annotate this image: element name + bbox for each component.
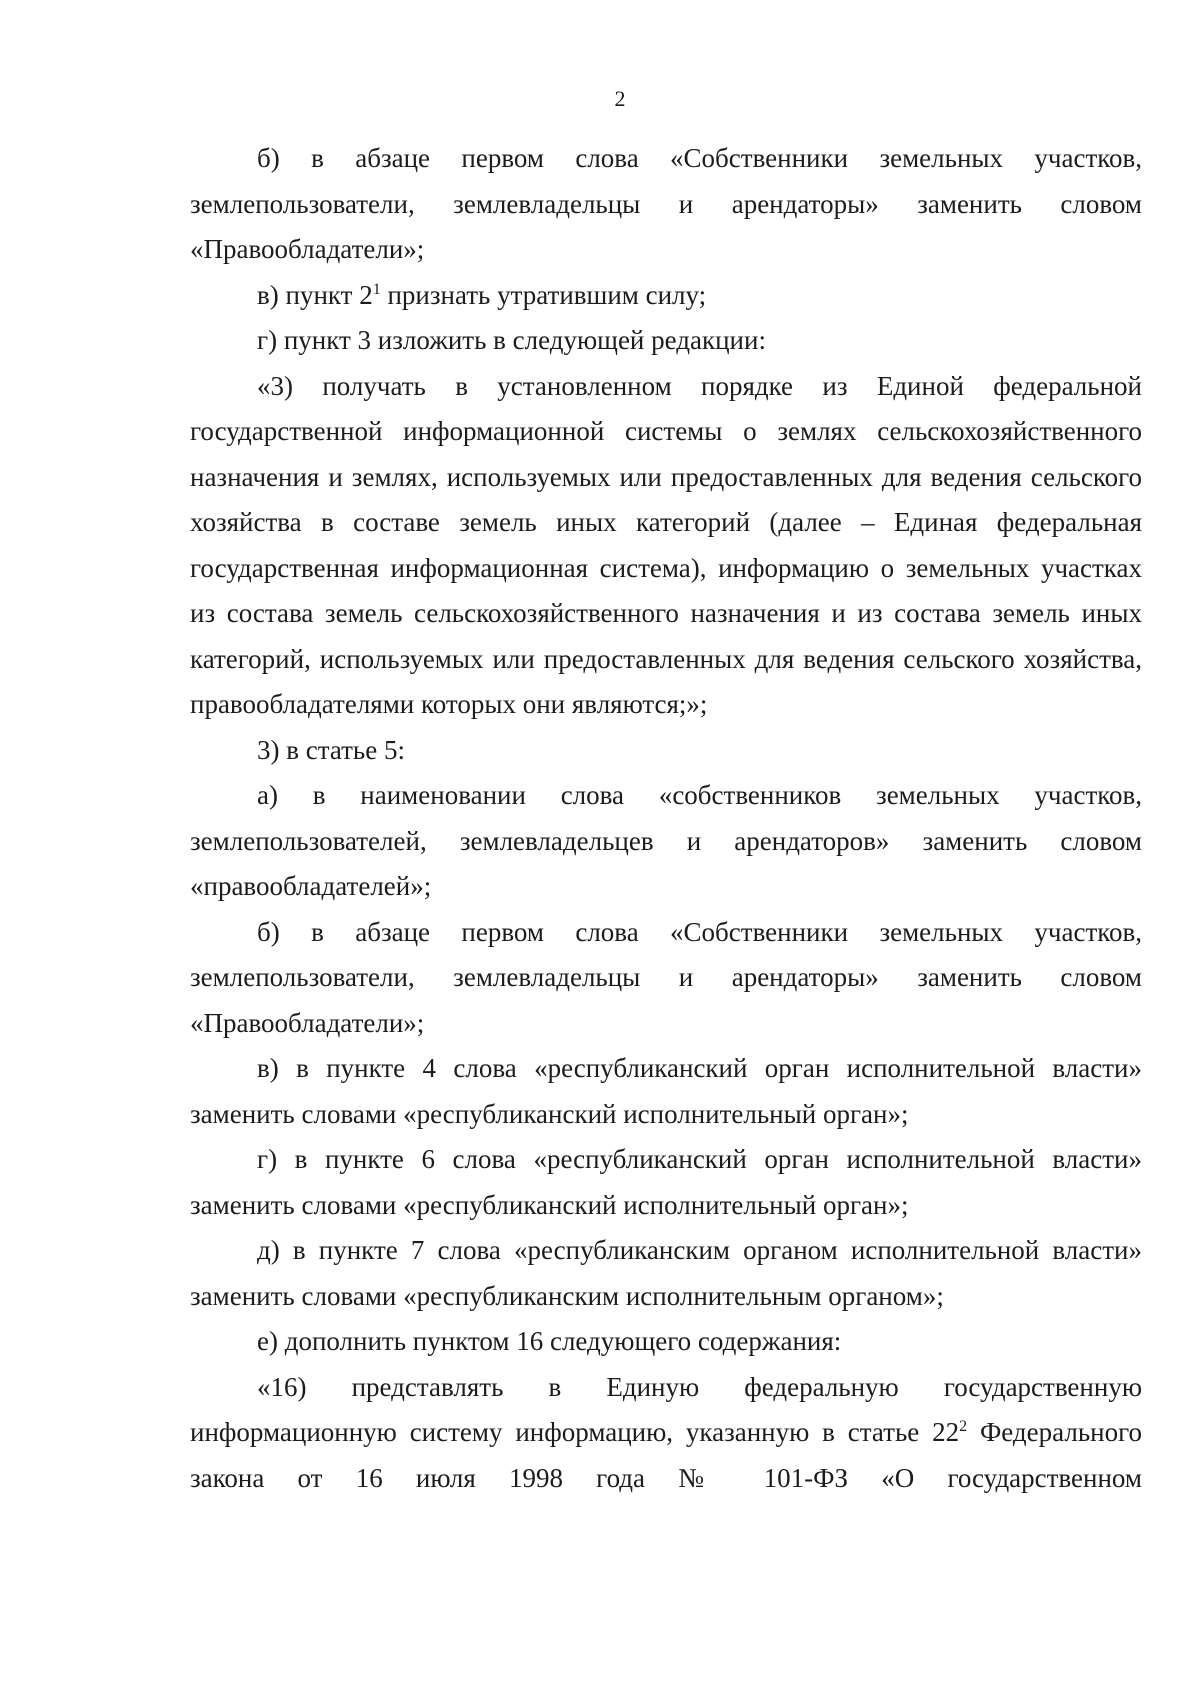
paragraph-quote-3 [190,364,1142,728]
paragraph-v-punkt-2-1 [190,273,1142,319]
paragraph-article-5 [190,728,1142,774]
paragraph-text: е) дополнить пунктом 16 следующего содержания: [257,1326,842,1356]
paragraph-text: б) в абзаце первом слова «Собственники земельных участков, землепользователи, землевладельцы и арендаторы» заменить словом «Правообладатели»; [190,916,1142,1038]
paragraph-text: 3) в статье 5: [257,734,405,765]
paragraph-text: д) в пункте 7 слова «республиканским органом исполнительной власти» заменить словами «республиканским исполнительным органом»; [190,1235,1142,1311]
paragraph-b-first-abzac-2 [190,910,1142,1047]
paragraph-text: в) в пункте 4 слова «республиканский орган исполнительной власти» заменить словами «республиканский исполнительный орган»; [190,1053,1142,1129]
paragraph-g-punkt-3 [190,318,1142,364]
paragraph-d-punkt-7 [190,1228,1142,1319]
paragraph-text: б) в абзаце первом слова «Собственники земельных участков, землепользователи, землевладельцы и арендаторы» заменить словом «Правообладатели»; [190,143,1142,264]
superscript: 1 [372,280,381,298]
paragraph-b-first-abzac [190,136,1142,273]
superscript: 2 [959,1418,968,1435]
document-body [190,136,1142,1501]
paragraph-text: г) пункт 3 изложить в следующей редакции: [257,325,766,355]
paragraph-text-tail: Федерального закона от 16 июля 1998 года № 101-ФЗ «О государственном [190,1417,1143,1493]
paragraph-v-punkt-4 [190,1046,1142,1137]
paragraph-quote-16 [190,1365,1142,1502]
paragraph-g-punkt-6 [190,1137,1142,1228]
page-number: 2 [614,86,626,111]
paragraph-text: в) пункт 2 [257,279,373,310]
paragraph-text: а) в наименовании слова «собственников земельных участков, землепользователей, землевладельцев и арендаторов» заменить словом «правообладателей»; [190,780,1142,901]
paragraph-text: г) в пункте 6 слова «республиканский орган исполнительной власти» заменить словами «республиканский исполнительный орган»; [190,1144,1142,1220]
paragraph-text: «3) получать в установленном порядке из Единой федеральной государственной информационной системы о землях сельскохозяйственного назначения и землях, используемых или предоставленных для ведения сельского хозяйства в составе земель иных категорий (далее – Единая федеральная государственная информационная система), информацию о земельных участках из состава земель сельскохозяйственного назначения и из состава земель иных категорий, используемых или предоставленных для ведения сельского хозяйства, правообладателями которых они являются;»; [190,370,1142,719]
paragraph-text-tail: признать утратившим силу; [380,279,707,310]
paragraph-text: «16) представлять в Единую федеральную государственную информационную систему информацию, указанную в статье 22 [190,1371,1142,1447]
paragraph-e-punkt-16 [190,1319,1142,1365]
paragraph-a-naimenovanie [190,773,1142,910]
